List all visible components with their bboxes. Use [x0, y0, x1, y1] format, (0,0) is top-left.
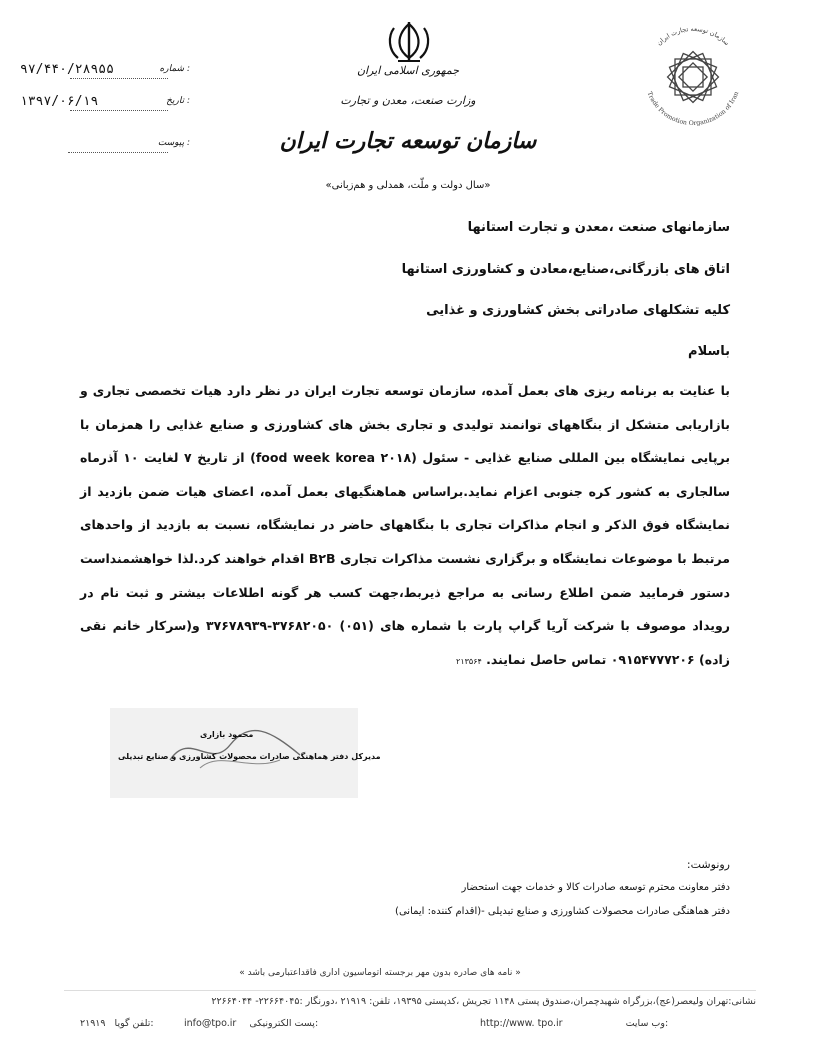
letter-date-value: ۱۳۹۷/۰۶/۱۹	[20, 94, 99, 109]
letter-ref-number: ۲۱۳۵۶۴	[456, 656, 482, 666]
letter-number-value: ۹۷/۴۴۰/۲۸۹۵۵	[20, 62, 114, 77]
organization-name: سازمان توسعه تجارت ایران	[279, 128, 537, 154]
greeting: باسلام	[688, 344, 730, 359]
logo-persian-text: سازمان توسعه تجارت ایران	[655, 24, 731, 48]
letter-body	[80, 374, 730, 678]
footer-divider	[64, 990, 756, 991]
signatory-name: محمود بازاری	[200, 730, 254, 739]
recipient-line-2: اتاق های بازرگانی،صنایع،معادن و کشاورزی استانها	[401, 262, 730, 277]
handwritten-signature-icon	[160, 720, 310, 780]
attachment-line	[68, 152, 168, 153]
year-motto: «سال دولت و ملّت، همدلی و هم‌زبانی»	[325, 180, 491, 191]
logo-english-text: Trade Promotion Organization of Iran	[645, 90, 741, 128]
attachment-label: پیوست :	[157, 138, 190, 148]
attachment-row	[20, 136, 190, 158]
copies-heading: رونوشت:	[686, 858, 730, 871]
svg-text:سازمان توسعه تجارت ایران	[655, 25, 731, 47]
letter-number-label: شماره :	[159, 64, 190, 74]
phone-label: تلفن گویا:	[114, 1018, 154, 1029]
copy-item: دفتر هماهنگی صادرات محصولات کشاورزی و صنایع تبدیلی -(اقدام کننده: ایمانی)	[395, 906, 730, 917]
recipient-line-1: سازمانهای صنعت ،معدن و تجارت استانها	[467, 220, 730, 235]
validity-note: « نامه های صادره بدون مهر برجسته اتوماسیون اداری فاقداعتبارمی باشد »	[239, 968, 521, 978]
website-label: وب سایت:	[625, 1018, 669, 1029]
letter-date-row	[20, 94, 190, 116]
letter-number-line	[70, 78, 168, 79]
letter-date-line	[70, 110, 168, 111]
government-line: جمهوری اسلامی ایران	[356, 64, 460, 77]
ministry-line: وزارت صنعت، معدن و تجارت	[340, 94, 476, 107]
email-value[interactable]: info@tpo.ir	[184, 1018, 237, 1029]
phone-value: ۲۱۹۱۹	[80, 1018, 106, 1029]
iran-emblem-icon	[384, 20, 434, 64]
footer-address: نشانی:تهران ولیعصر(عج)،بزرگراه شهیدچمران،صندوق پستی ۱۱۴۸ تجریش ،کدپستی ۱۹۳۹۵، تلفن: ۲۱۹۱۹ ،دورنگار :۲۲۶۶۴۰۴۵- ۲۲۶۶۴۰۴۴	[211, 996, 756, 1007]
letter-date-label: تاریخ :	[166, 96, 190, 106]
email-label: پست الکترونیکی:	[249, 1018, 319, 1029]
signatory-title: مدیرکل دفتر هماهنگی صادرات محصولات کشاورزی و صنایع تبدیلی	[118, 752, 381, 761]
copy-item: دفتر معاونت محترم توسعه صادرات کالا و خدمات جهت استحضار	[461, 882, 730, 893]
tpo-logo-icon	[632, 16, 754, 138]
recipient-line-3: کلیه تشکلهای صادراتی بخش کشاورزی و غذایی	[426, 303, 730, 318]
letter-body-text: با عنایت به برنامه ریزی های بعمل آمده، سازمان توسعه تجارت ایران در نظر دارد هیات تخصصی تجاری و بازاریابی متشکل از بنگاههای توانمند تولیدی و تجاری بخش های کشاورزی و صنایع غذایی را همزمان با برپایی نمایشگاه بین المللی صنایع غذایی - سئول (food week korea ۲۰۱۸) از تاریخ ۷ لغایت ۱۰ آذرماه سالجاری به کشور کره جنوبی اعزام نماید.براساس هماهنگیهای بعمل آمده، اعضای هیات ضمن بازدید از نمایشگاه فوق الذکر و انجام مذاکرات تجاری با بنگاههای حاضر در نمایشگاه، نسبت به بازدید از واحدهای مرتبط با موضوعات نمایشگاه و برگزاری نشست مذاکرات تجاری B۲B اقدام خواهند کرد.لذا خواهشمنداست دستور فرمایید ضمن اطلاع رسانی به مراجع ذیربط،جهت کسب هر گونه اطلاعات بیشتر و ثبت نام در رویداد موصوف با شرکت آریا گراپ پارت با شماره های (۰۵۱) ۳۷۶۸۲۰۵۰-۳۷۶۷۸۹۳۹ و(سرکار خانم نقی زاده) ۰۹۱۵۴۷۷۷۲۰۶ تماس حاصل نمایند.	[80, 383, 731, 667]
letter-number-row	[20, 62, 190, 84]
website-value[interactable]: http://www. tpo.ir	[480, 1018, 563, 1029]
